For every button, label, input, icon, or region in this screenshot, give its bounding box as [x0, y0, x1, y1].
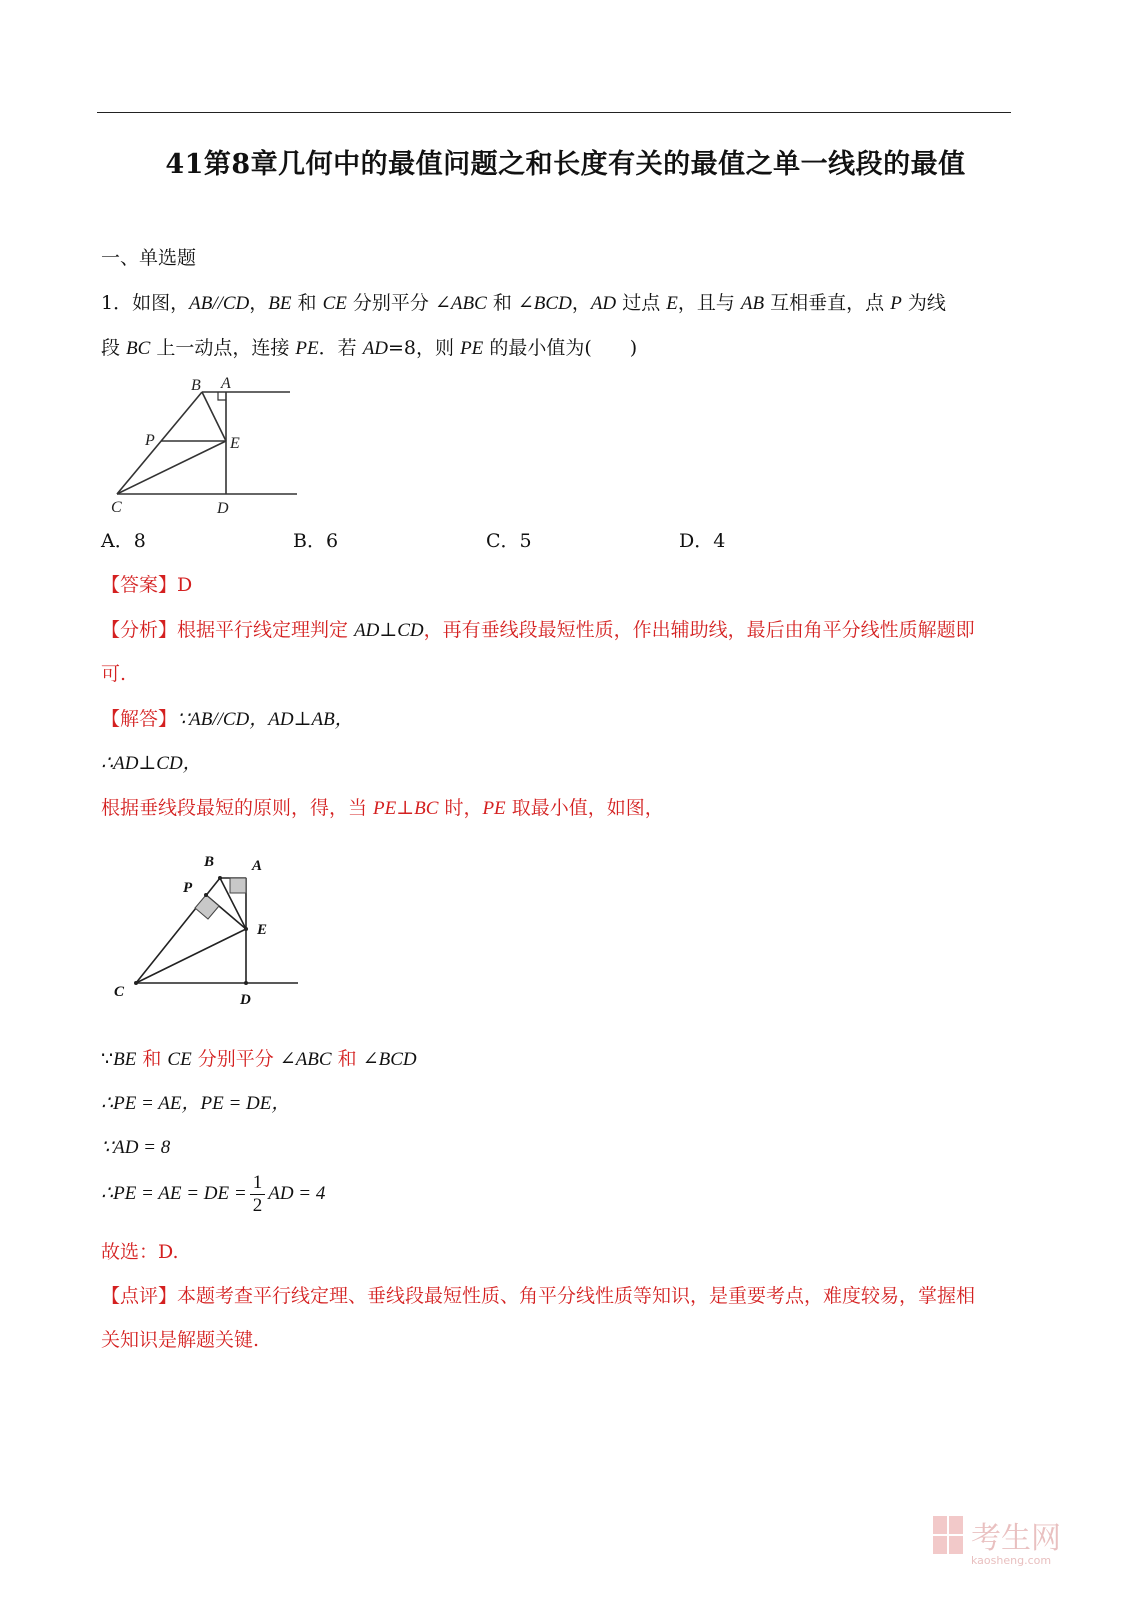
watermark-logo	[931, 1510, 1091, 1570]
analysis-tag: 【分析】	[101, 619, 178, 641]
solution-text: 时，	[438, 797, 483, 819]
option-b-value: 6	[325, 530, 339, 552]
solution-line-5: ∴PE = AE，PE = DE，	[101, 1093, 291, 1114]
q-math: AB	[740, 293, 765, 314]
solution-line-4	[101, 1046, 417, 1073]
option-a-value: 8	[133, 530, 146, 552]
option-d-letter: D．	[679, 530, 714, 552]
analysis-text: ，再有垂线段最短性质，作出辅助线，最后由角平分线性质解题即	[423, 619, 975, 641]
solution-tag: 【解答】	[101, 708, 178, 730]
q-text: 互相垂直，点	[764, 292, 891, 314]
q-text: 和	[291, 292, 323, 314]
solution-text: 和	[331, 1048, 363, 1070]
point-c	[134, 981, 138, 985]
label-b: B	[204, 854, 215, 870]
review-line-2: 关知识是解题关键.	[101, 1329, 260, 1351]
analysis-line-2: 可.	[101, 663, 127, 685]
analysis-math: AD⊥CD	[354, 620, 424, 641]
q-math: P	[890, 293, 902, 314]
q-math: ∠ABC	[434, 293, 487, 314]
solution-text: 和	[136, 1048, 168, 1070]
label-c: C	[111, 499, 122, 516]
answer-value: D	[177, 574, 193, 596]
q-text: 上一动点，连接	[150, 337, 296, 359]
question-number: 1．	[101, 292, 133, 314]
review-tag: 【点评】	[101, 1285, 178, 1307]
geometry-figure-1	[105, 370, 305, 520]
segment-be	[202, 392, 226, 441]
q-math: AD	[590, 293, 617, 314]
label-d: D	[240, 992, 251, 1008]
fraction-denominator: 2	[252, 1195, 263, 1216]
solution-line-1	[101, 706, 354, 733]
question-line-1	[101, 290, 946, 317]
question-line-2	[101, 335, 637, 362]
label-a: A	[221, 375, 231, 392]
label-d: D	[217, 500, 229, 517]
solution-math: BE	[113, 1049, 137, 1070]
solution-line-7	[101, 1172, 325, 1217]
q-math: AB//CD	[189, 293, 250, 314]
segment-ce	[136, 929, 246, 983]
solution-line-2: ∴AD⊥CD，	[101, 753, 202, 774]
q-math: ∠BCD	[517, 293, 572, 314]
section-heading: 一、单选题	[101, 247, 197, 269]
q-text: 如图，	[132, 292, 190, 314]
solution-math: ∴PE = AE = DE =	[101, 1182, 247, 1204]
q-math: BE	[268, 293, 292, 314]
q-text: 和	[486, 292, 518, 314]
q-text: 段	[101, 337, 127, 359]
q-math: BC	[126, 338, 151, 359]
header-rule	[97, 112, 1011, 113]
label-e: E	[230, 435, 240, 452]
label-p: P	[183, 880, 193, 896]
conclusion-line: 故选：D.	[101, 1241, 179, 1263]
watermark-icon	[931, 1510, 1091, 1570]
option-b-letter: B．	[293, 530, 326, 552]
right-angle-mark	[218, 392, 226, 400]
q-text: 为线	[901, 292, 946, 314]
solution-math: ∠BCD	[362, 1049, 417, 1070]
q-text: ，	[571, 292, 591, 314]
watermark-text: 考生网	[971, 1521, 1061, 1556]
label-e: E	[257, 922, 268, 938]
label-c: C	[114, 984, 125, 1000]
analysis-text: 根据平行线定理判定	[177, 619, 355, 641]
q-math: AD	[362, 338, 389, 359]
option-a-letter: A．	[101, 530, 134, 552]
q-text: =8，则	[388, 337, 461, 359]
solution-math: ∠ABC	[279, 1049, 332, 1070]
option-d[interactable]	[679, 528, 725, 554]
solution-math: ∵AB//CD，AD⊥AB，	[177, 709, 354, 730]
point-d	[244, 981, 248, 985]
q-text: ，	[249, 292, 269, 314]
label-b: B	[191, 377, 201, 394]
q-math: PE	[295, 338, 319, 359]
option-b[interactable]	[293, 528, 338, 554]
label-a: A	[252, 858, 263, 874]
solution-math: PE	[482, 798, 506, 819]
solution-math: PE⊥BC	[373, 798, 439, 819]
page-title: 41第8章几何中的最值问题之和长度有关的最值之单一线段的最值	[165, 149, 966, 180]
q-text: ．若	[318, 337, 363, 359]
option-a[interactable]	[101, 528, 146, 554]
right-angle-box-a	[230, 878, 246, 893]
point-p	[204, 893, 208, 897]
solution-line-6: ∵AD = 8	[101, 1137, 171, 1158]
solution-text: 根据垂线段最短的原则，得，当	[101, 797, 374, 819]
answer-line	[101, 572, 192, 598]
option-c-value: 5	[519, 530, 532, 552]
label-p: P	[145, 432, 155, 449]
option-c[interactable]	[486, 528, 532, 554]
q-text: 分别平分	[346, 292, 435, 314]
solution-text: 分别平分	[191, 1048, 280, 1070]
q-math: PE	[460, 338, 484, 359]
q-text: 过点	[616, 292, 667, 314]
fraction-one-half	[250, 1172, 266, 1217]
q-math: CE	[322, 293, 347, 314]
solution-text: 取最小值，如图，	[505, 797, 664, 819]
option-c-letter: C．	[486, 530, 520, 552]
point-b	[218, 876, 222, 880]
right-angle-box-p	[195, 895, 219, 919]
q-text: 的最小值为( )	[483, 337, 638, 359]
solution-math: AD = 4	[268, 1182, 326, 1204]
answer-tag: 【答案】	[101, 574, 178, 596]
analysis-line-1	[101, 617, 975, 644]
solution-math: CE	[167, 1049, 192, 1070]
review-line-1	[101, 1283, 975, 1309]
solution-text: ∵	[101, 1048, 114, 1070]
geometry-figure-2	[108, 850, 308, 1010]
point-e	[244, 927, 248, 931]
solution-line-3	[101, 795, 664, 822]
option-d-value: 4	[713, 530, 726, 552]
q-math: E	[666, 293, 678, 314]
review-text: 本题考查平行线定理、垂线段最短性质、角平分线性质等知识，是重要考点，难度较易，掌握相	[177, 1285, 976, 1307]
fraction-numerator: 1	[250, 1172, 266, 1195]
q-text: ，且与	[677, 292, 741, 314]
segment-bc	[117, 392, 202, 494]
segment-ce	[117, 441, 226, 494]
watermark-sub: kaosheng.com	[971, 1554, 1052, 1567]
